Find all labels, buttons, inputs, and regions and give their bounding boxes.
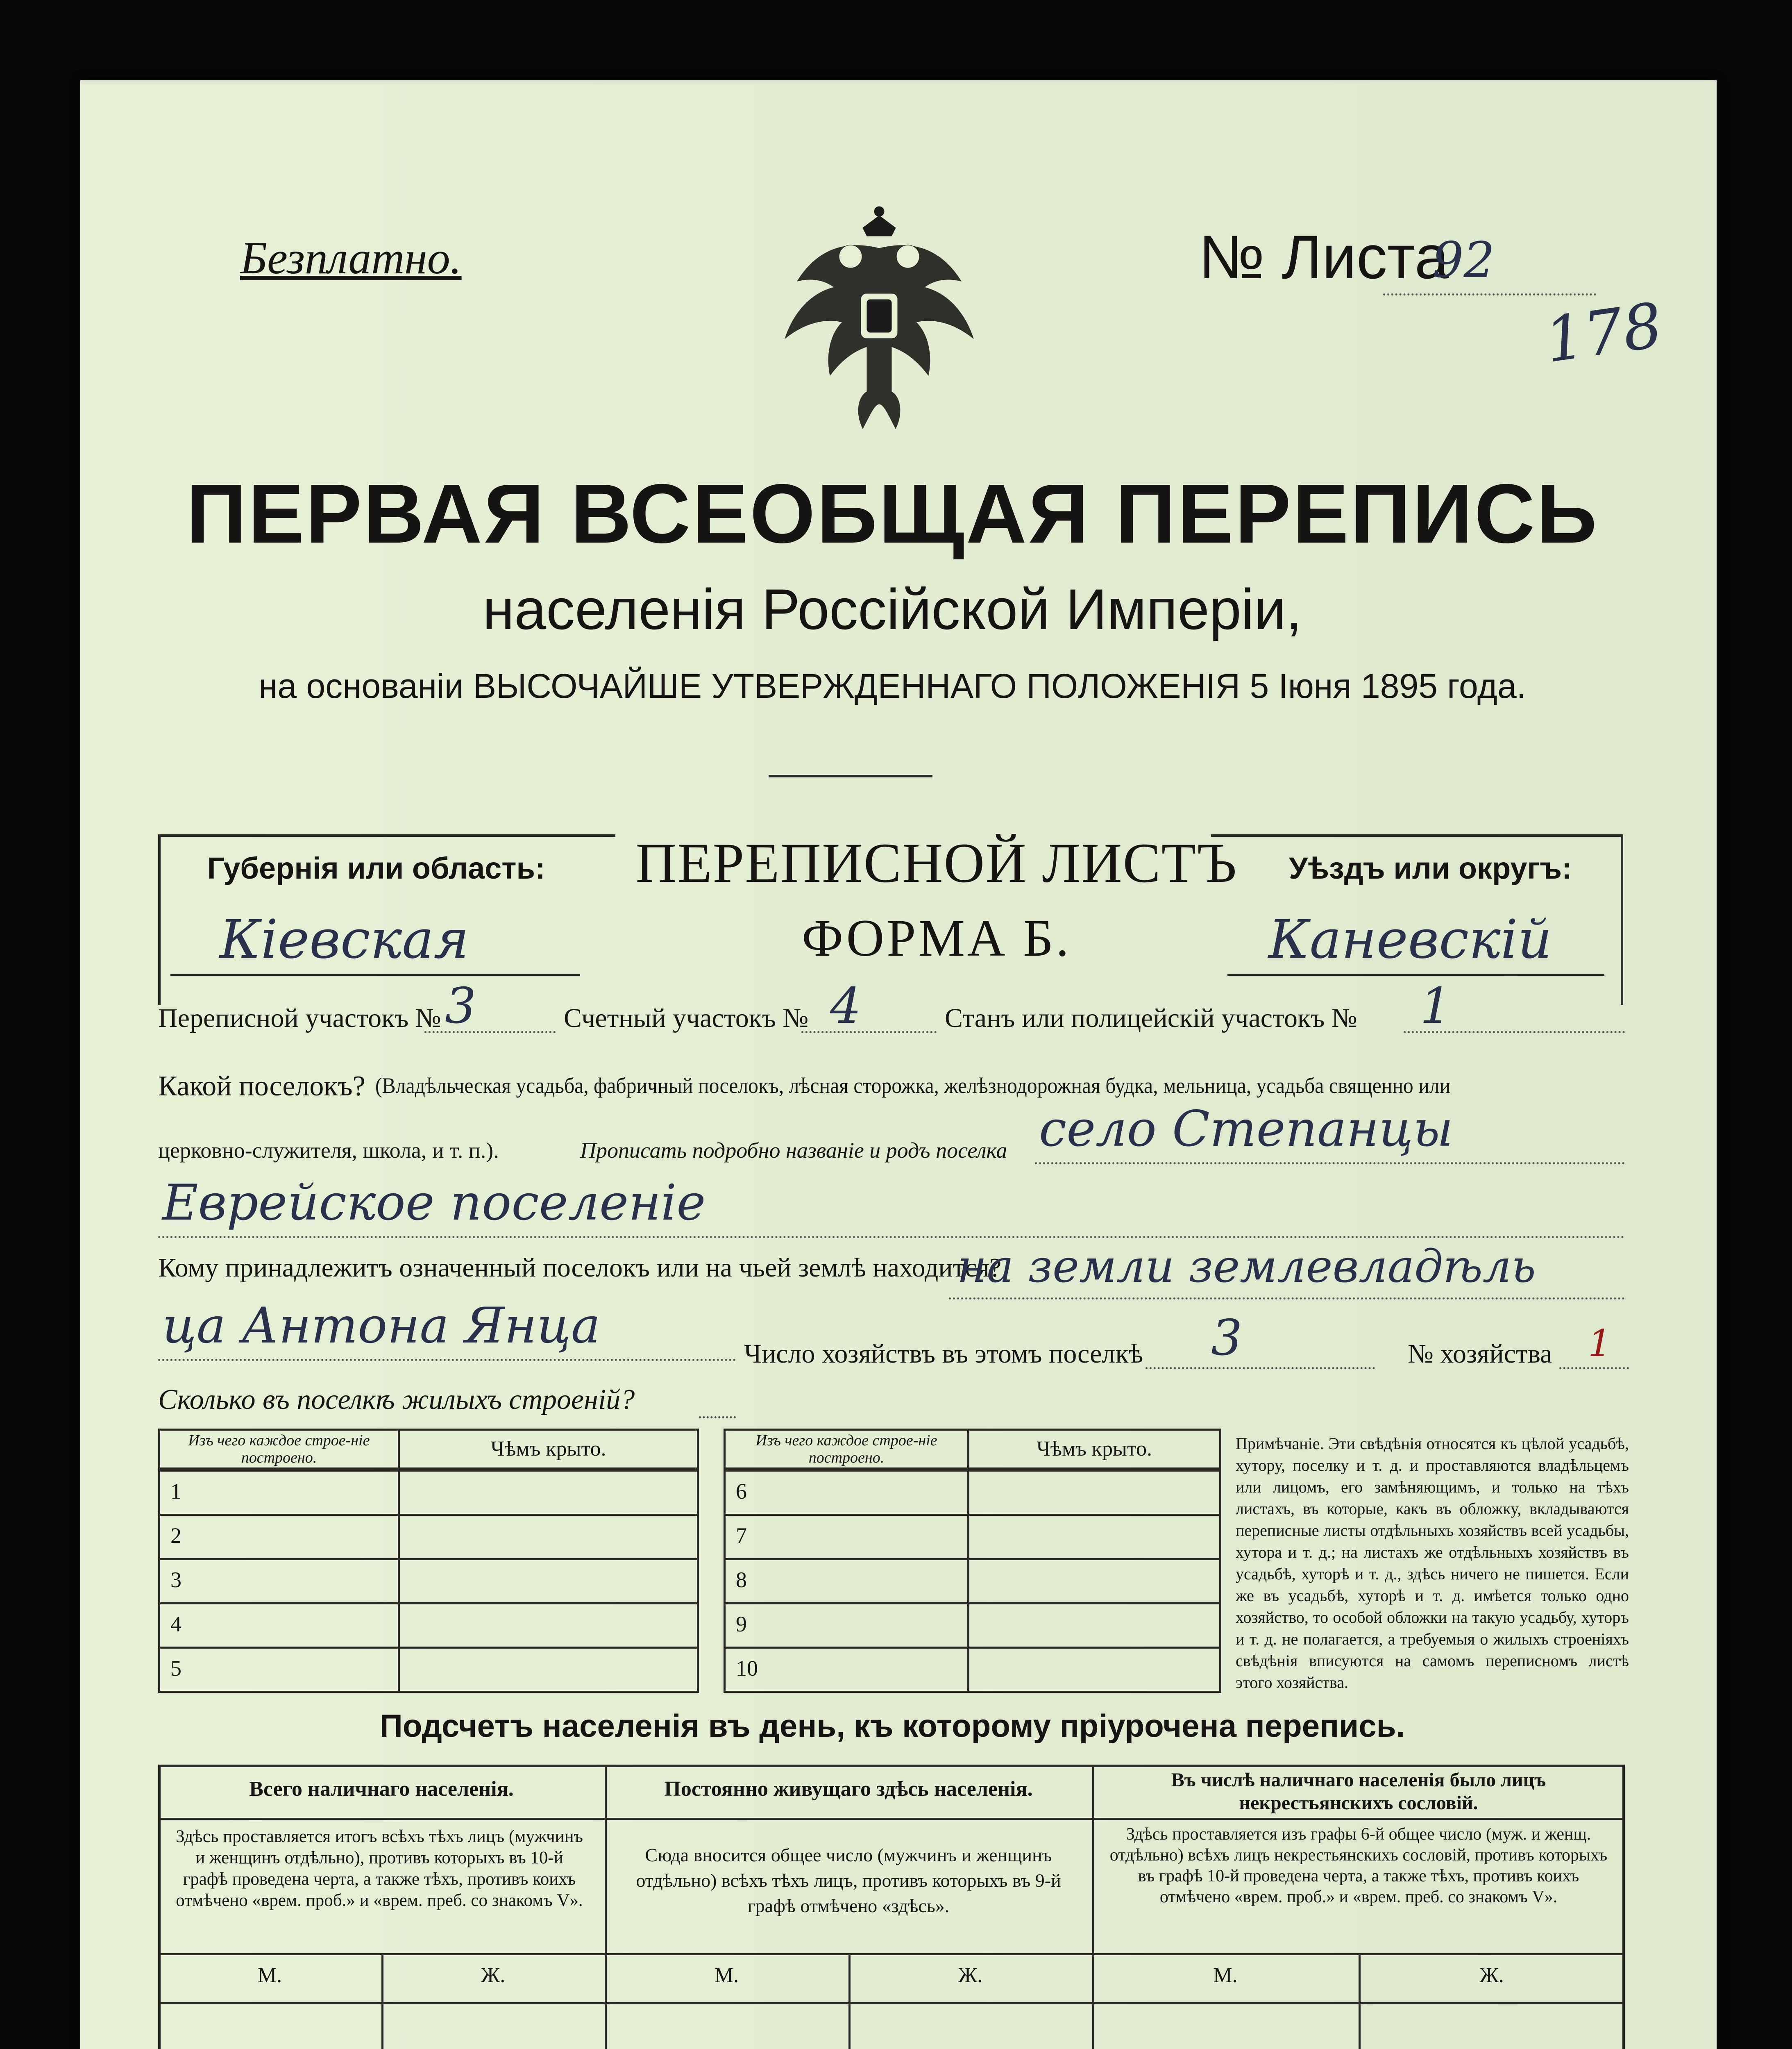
buildings-row-number: 5 [170, 1656, 181, 1681]
buildings-row-divider [398, 1470, 400, 1516]
buildings-row-divider [398, 1647, 400, 1693]
uezd-value: Каневскій [1268, 908, 1552, 970]
settlement-hint-3: Прописать подробно названіе и родъ поселка [580, 1138, 1007, 1163]
population-divider-1 [605, 1765, 607, 2049]
population-col2-m: М. [714, 1964, 739, 1987]
buildings-row-number: 6 [736, 1479, 747, 1504]
title-rule [769, 775, 932, 777]
census-district-value: 3 [445, 978, 476, 1035]
stan-value: 1 [1420, 978, 1452, 1035]
census-basis: на основаніи ВЫСОЧАЙШЕ УТВЕРЖДЕННАГО ПОЛОЖЕНІЯ 5 Іюня 1895 года. [258, 667, 1526, 705]
population-heading: Подсчетъ населенія въ день, къ которому пріурочена перепись. [379, 1708, 1405, 1744]
buildings-row [158, 1470, 699, 1516]
census-subtitle: населенія Россійской Имперіи, [483, 577, 1302, 641]
buildings-line [699, 1416, 736, 1418]
population-col1-m: М. [257, 1964, 282, 1987]
population-col1-text: Здѣсь проставляется итогъ всѣхъ тѣхъ лицъ (мужчинъ и женщинъ отдѣльно), противъ которыхъ въ 10-й графѣ проведена черта, а также тѣхъ, противъ коихъ отмѣчено «врем. проб.» и «врем. преб. со знакомъ V». [176, 1827, 583, 1910]
settlement-line-2 [158, 1236, 1625, 1238]
owner-line-2 [158, 1359, 736, 1361]
population-col2-title: Постоянно живущаго здѣсь населенія. [664, 1777, 1033, 1801]
sheet-number-line [1383, 293, 1596, 295]
buildings-row-number: 1 [170, 1479, 181, 1504]
buildings-row-number: 4 [170, 1612, 181, 1636]
census-title: ПЕРВАЯ ВСЕОБЩАЯ ПЕРЕПИСЬ [186, 467, 1599, 561]
stan-line [1404, 1031, 1625, 1033]
census-sheet [80, 84, 1704, 2049]
population-col3-zh: Ж. [1479, 1964, 1504, 1987]
census-district-label: Переписной участокъ № [158, 1003, 441, 1033]
population-col3-m: М. [1213, 1964, 1238, 1987]
form-title: ПЕРЕПИСНОЙ ЛИСТЪ [635, 831, 1238, 894]
double-headed-eagle-emblem [769, 199, 990, 453]
owner-value-1: на земли землевладѣль [957, 1240, 1536, 1293]
buildings-row-divider [967, 1647, 969, 1693]
population-divider-2 [1092, 1765, 1094, 2049]
buildings-label: Сколько въ поселкѣ жилыхъ строеній? [158, 1384, 635, 1415]
settlement-line-1 [1035, 1162, 1625, 1164]
buildings-row-divider [398, 1602, 400, 1649]
uezd-line [1227, 974, 1604, 976]
population-header-line [158, 1818, 1625, 1820]
household-no-label: № хозяйства [1408, 1339, 1552, 1369]
settlement-hint: (Владѣльческая усадьба, фабричный поселокъ, лѣсная сторожка, желѣзнодорожная будка, мельница, усадьба священно или [375, 1073, 1451, 1098]
settlement-value-2: Еврейское поселеніе [162, 1174, 706, 1231]
buildings-row [724, 1647, 1221, 1693]
owner-line-1 [949, 1297, 1625, 1299]
settlement-hint-2: церковно-служителя, школа, и т. п.). [158, 1138, 499, 1163]
population-col2-zh: Ж. [958, 1964, 983, 1987]
owner-label: Кому принадлежитъ означенный поселокъ или на чьей землѣ находится? [158, 1253, 1002, 1283]
population-col1-title: Всего наличнаго населенія. [249, 1777, 514, 1801]
gubernia-value: Кіевская [220, 908, 469, 970]
settlement-value-1: село Степанцы [1039, 1101, 1453, 1158]
uezd-label: Уѣздъ или округъ: [1289, 851, 1572, 885]
buildings-row-divider [967, 1514, 969, 1560]
settlement-label: Какой поселокъ? [158, 1070, 365, 1102]
buildings-row [724, 1558, 1221, 1604]
buildings-row [158, 1647, 699, 1693]
buildings-row-number: 3 [170, 1567, 181, 1592]
buildings-col-material-label-2: Изъ чего каждое строе-ніе построено. [755, 1432, 937, 1466]
population-col1-zh: Ж. [481, 1964, 506, 1987]
sheet-number-value: 92 [1432, 232, 1495, 289]
buildings-row-number: 9 [736, 1612, 747, 1636]
buildings-row-divider [967, 1470, 969, 1516]
free-label: Безплатно. [240, 233, 462, 284]
buildings-row [158, 1514, 699, 1560]
buildings-row [724, 1514, 1221, 1560]
buildings-row [158, 1602, 699, 1649]
population-col3-title: Въ числѣ наличнаго населенія было лицъ некрестьянскихъ сословій. [1171, 1769, 1546, 1814]
buildings-row-divider [398, 1514, 400, 1560]
gubernia-label: Губернія или область: [207, 851, 545, 885]
census-district-line [424, 1031, 556, 1033]
count-district-line [801, 1031, 937, 1033]
population-text-line [158, 1953, 1625, 1955]
buildings-col-material-label: Изъ чего каждое строе-ніе построено. [188, 1432, 370, 1466]
buildings-note: Примѣчаніе. Эти свѣдѣнія относятся къ цѣлой усадьбѣ, хутору, поселку и т. д. и проставляются владѣльцемъ или лицомъ, его замѣняющимъ, и только на тѣхъ листахъ, въ которые, какъ въ обложку, вкладываются переписные листы отдѣльныхъ хозяйствъ всей усадьбы, хутора и т. д.; на листахъ же отдѣльныхъ хозяйствъ въ усадьбѣ, хуторѣ и т. д., здѣсь ничего не пишется. Если же въ усадьбѣ, хуторѣ и т. д. имѣется только одно хозяйство, то особой обложки на такую усадьбу, хуторъ и т. д. не полагается, а требуемыя о жилыхъ строеніяхъ свѣдѣнія вписуются на самомъ переписномъ листѣ этого хозяйства. [1236, 1434, 1629, 1692]
households-label: Число хозяйствъ въ этомъ поселкѣ [744, 1339, 1143, 1369]
buildings-row-number: 10 [736, 1656, 758, 1681]
buildings-row-number: 8 [736, 1567, 747, 1592]
household-no-line [1559, 1367, 1629, 1369]
buildings-row [724, 1470, 1221, 1516]
households-line [1146, 1367, 1375, 1369]
buildings-row-number: 7 [736, 1523, 747, 1548]
stan-label: Станъ или полицейскій участокъ № [945, 1003, 1357, 1033]
count-district-value: 4 [830, 978, 862, 1035]
buildings-col-roof-label-2: Чѣмъ крыто. [1036, 1437, 1152, 1461]
households-value: 3 [1211, 1310, 1243, 1367]
buildings-row-number: 2 [170, 1523, 181, 1548]
page-stamp-number: 178 [1540, 289, 1667, 377]
buildings-row-divider [398, 1558, 400, 1604]
sheet-number-label: № Листа [1199, 223, 1449, 291]
form-code: ФОРМА Б. [801, 909, 1072, 967]
buildings-row-divider [967, 1602, 969, 1649]
household-no-value: 1 [1588, 1322, 1612, 1365]
owner-value-2: ца Антона Янца [162, 1297, 601, 1354]
count-district-label: Счетный участокъ № [564, 1003, 809, 1033]
buildings-row-divider [967, 1558, 969, 1604]
buildings-col-roof-label: Чѣмъ крыто. [490, 1437, 606, 1461]
buildings-row [158, 1558, 699, 1604]
buildings-row [724, 1602, 1221, 1649]
population-col2-text: Сюда вносится общее число (мужчинъ и женщинъ отдѣльно) всѣхъ тѣхъ лицъ, противъ которыхъ въ 9-й графѣ отмѣчено «здѣсь». [636, 1845, 1061, 1916]
population-col3-text: Здѣсь проставляется изъ графы 6-й общее число (муж. и женщ. отдѣльно) всѣхъ лицъ некрестьянскихъ сословій, противъ которыхъ въ графѣ 10-й проведена черта, а также тѣхъ, противъ коихъ отмѣчено «врем. проб.» и «врем. преб. со знакомъ V». [1109, 1825, 1608, 1906]
population-mz-line [158, 2002, 1625, 2004]
gubernia-line [170, 974, 580, 976]
